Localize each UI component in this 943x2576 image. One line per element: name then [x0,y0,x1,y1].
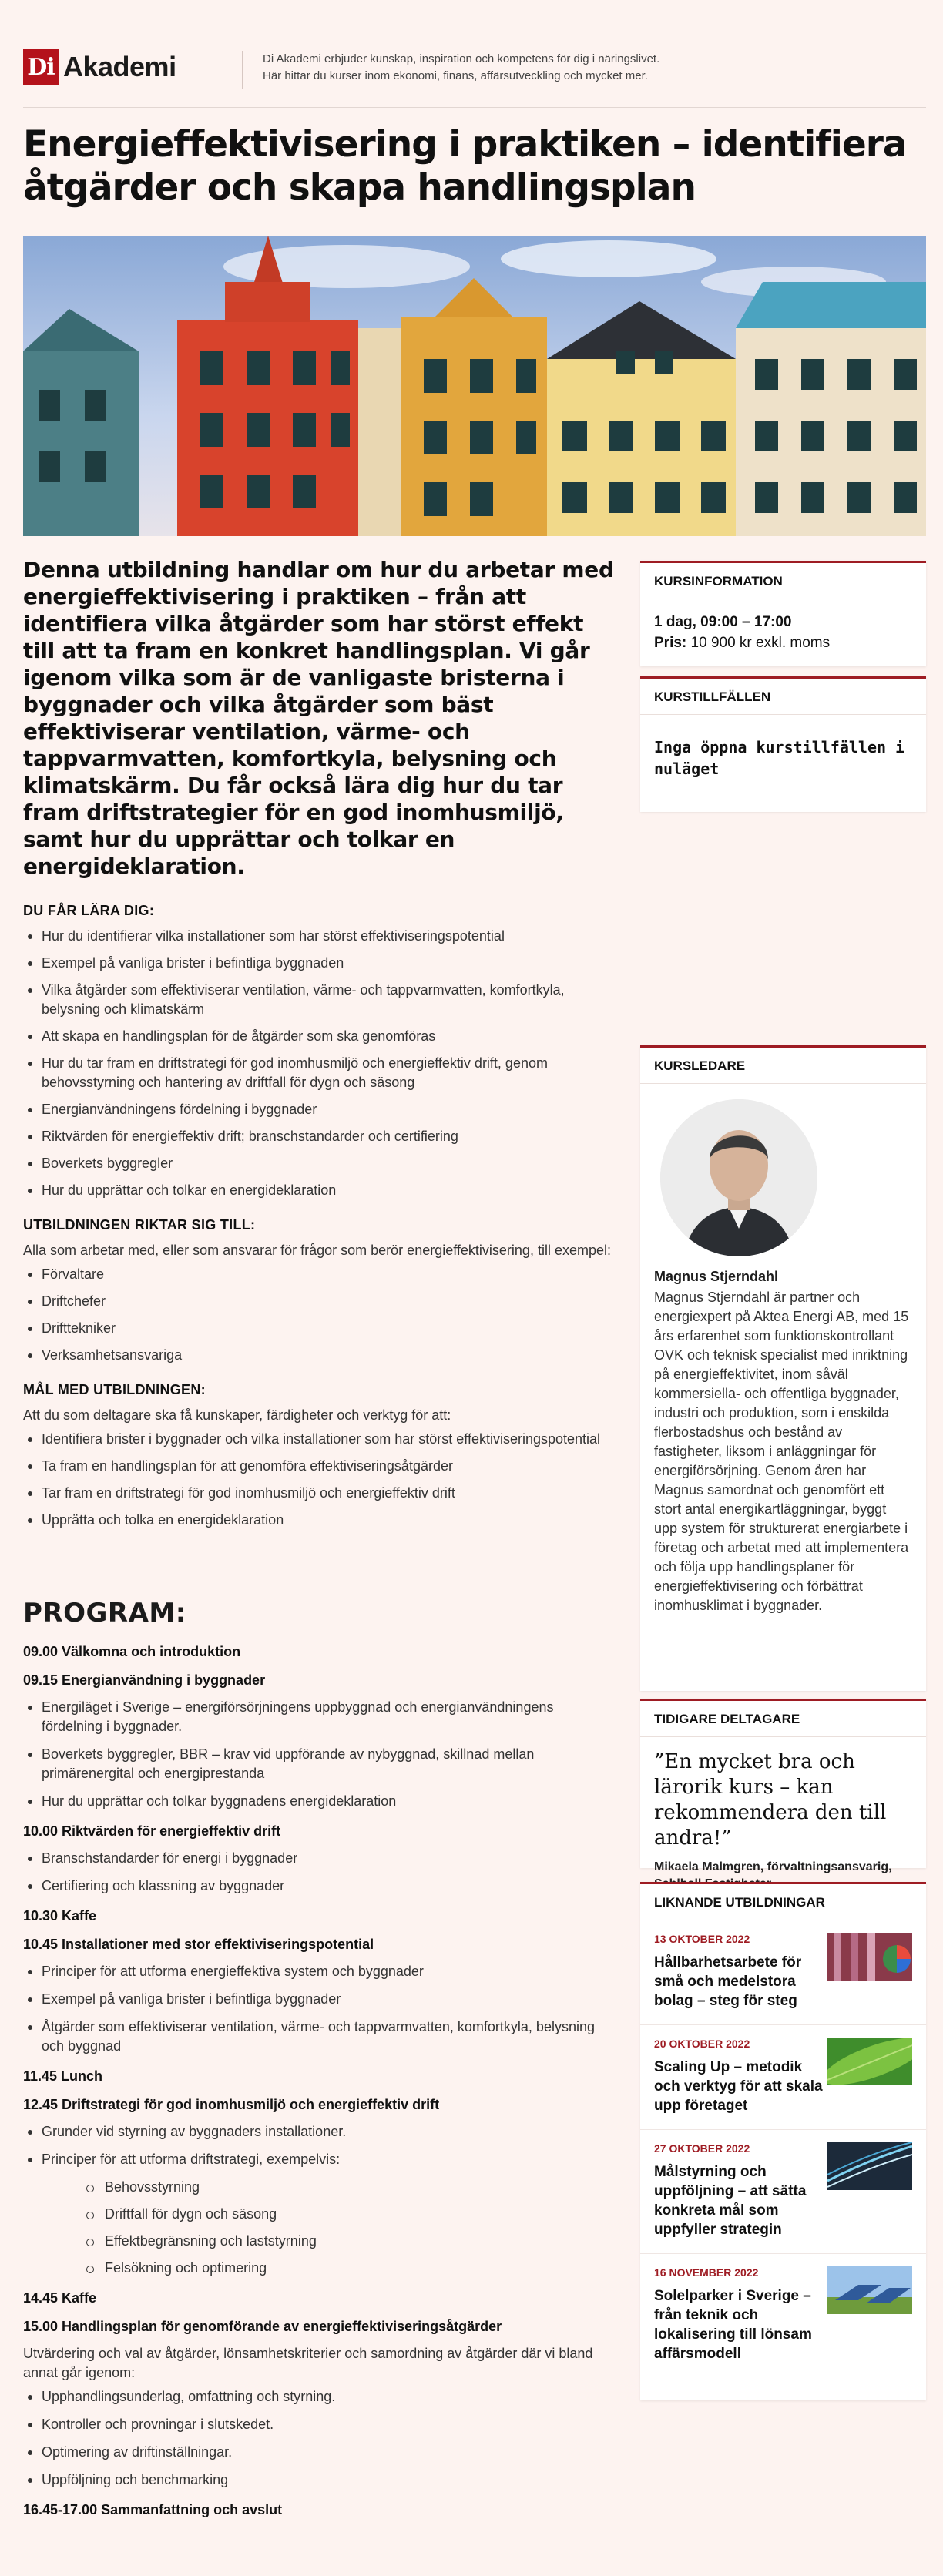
related-course-item[interactable] [640,2254,926,2377]
program-slot: 10.45 Installationer med stor effektiviseringspotential [23,1937,374,1952]
related-courses-heading: LIKNANDE UTBILDNINGAR [640,1884,926,1920]
testimonial-quote: ”En mycket bra och lärorik kurs – kan rekommendera den till andra!” [654,1750,887,1850]
related-course-thumbnail[interactable] [827,2266,912,2314]
list-item: Förvaltare [23,1265,616,1284]
hero-image [23,236,926,536]
program-slot-intro: Utvärdering och val av åtgärder, lönsamhetskriterier och samordning av åtgärder där vi bland annat går igenom: [23,2346,593,2380]
list-item: Behovsstyrning [97,2178,616,2197]
list-item: Energianvändningens fördelning i byggnader [23,1100,616,1119]
program-slot-list [23,1698,616,1811]
list-item: Exempel på vanliga brister i befintliga byggnader [23,1990,616,2009]
program-slot-list [23,1962,616,2056]
program-slot: 15.00 Handlingsplan för genomförande av energieffektiviseringsåtgärder [23,2319,502,2334]
list-item: Exempel på vanliga brister i befintliga byggnaden [23,954,616,973]
list-item: Hur du identifierar vilka installationer som har störst effektiviseringspotential [23,927,616,946]
list-item: Riktvärden för energieffektiv drift; branschstandarder och certifiering [23,1127,616,1146]
program-slot: 12.45 Driftstrategi för god inomhusmiljö och energieffektiv drift [23,2097,440,2112]
testimonial-card [640,1699,926,1873]
related-course-title[interactable]: Scaling Up – metodik och verktyg för att skala upp företaget [654,2059,823,2114]
audience-heading: UTBILDNINGEN RIKTAR SIG TILL: [23,1217,256,1233]
list-item: Identifiera brister i byggnader och vilka installationer som har störst effektiviseringspotential [23,1430,616,1449]
related-course-title[interactable]: Solelparker i Sverige – från teknik och lokalisering till lönsam affärsmodell [654,2288,812,2362]
list-item: Upphandlingsunderlag, omfattning och styrning. [23,2387,616,2407]
list-item: Optimering av driftinställningar. [23,2443,616,2462]
program-slot-list [23,2387,616,2490]
list-item: Felsökning och optimering [97,2259,616,2278]
goals-heading: MÅL MED UTBILDNINGEN: [23,1382,206,1397]
list-item: Vilka åtgärder som effektiviserar ventilation, värme- och tappvarmvatten, komfortkyla, belysning och klimatskärm [23,981,616,1019]
related-course-title[interactable]: Målstyrning och uppföljning – att sätta konkreta mål som uppfyller strategin [654,2164,807,2238]
list-item: Energiläget i Sverige – energiförsörjningens uppbyggnad och energianvändningens fördelning i byggnader. [23,1698,616,1736]
list-item: Att skapa en handlingsplan för de åtgärder som ska genomföras [23,1027,616,1046]
program-sub-list [97,2178,616,2278]
list-item: Hur du upprättar och tolkar byggnadens energideklaration [23,1792,616,1811]
list-item: Grunder vid styrning av byggnaders installationer. [23,2122,616,2142]
list-item: Boverkets byggregler [23,1154,616,1173]
audience-list [23,1265,616,1365]
related-course-item[interactable] [640,2025,926,2130]
tagline-line-1: Di Akademi erbjuder kunskap, inspiration och kompetens för dig i näringslivet. [263,52,660,65]
course-price: Pris: 10 900 kr exkl. moms [654,635,831,651]
site-header [23,37,926,108]
list-item: Boverkets byggregler, BBR – krav vid uppförande av nybyggnad, skillnad mellan primärenergital och energiprestanda [23,1745,616,1783]
logo-mark: Di [23,49,59,85]
page-title: Energieffektivisering i praktiken – identifiera åtgärder och skapa handlingsplan [23,123,907,209]
program-slot: 09.15 Energianvändning i byggnader [23,1672,266,1688]
course-leader-heading: KURSLEDARE [640,1048,926,1084]
list-item: Branschstandarder för energi i byggnader [23,1849,616,1868]
goals-list [23,1430,616,1530]
program-slot: 09.00 Välkomna och introduktion [23,1644,241,1659]
testimonial-heading: TIDIGARE DELTAGARE [640,1701,926,1737]
related-courses-card [640,1882,926,2400]
list-item: Uppföljning och benchmarking [23,2470,616,2490]
related-course-date: 13 OKTOBER 2022 [654,1933,750,1945]
program-slot: 16.45-17.00 Sammanfattning och avslut [23,2502,283,2517]
course-lead: Denna utbildning handlar om hur du arbetar med energieffektivisering i praktiken – från att identifiera vilka åtgärder som har störst effekt till att ta fram en konkret handlingsplan. Vi går igenom vilka som är de vanligaste bristerna i byggnader och vilka åtgärder som bäst effektiviserar ventilation, värme- och tappvarmvatten, komfortkyla, belysning och klimatskärm. Du får också lära dig hur du tar fram driftstrategier för en god inomhusmiljö, samt hur du upprättar och tolkar en energideklaration. [23,557,614,879]
program-slot: 10.00 Riktvärden för energieffektiv drift [23,1823,281,1839]
logo-name: Akademi [63,51,176,82]
program-slot-list [23,2122,616,2169]
list-item: Hur du upprättar och tolkar en energideklaration [23,1181,616,1200]
program-slot-list [23,1849,616,1896]
di-akademi-logo[interactable] [23,49,176,85]
list-item: Principer för att utforma driftstrategi, exempelvis: [23,2150,616,2169]
list-item: Hur du tar fram en driftstrategi för god inomhusmiljö och energieffektiv drift, genom behovsstyrning och hantering av driftfall för dygn och säsong [23,1054,616,1092]
leader-bio: Magnus Stjerndahl är partner och energiexpert på Aktea Energi AB, med 15 års erfarenhet som funktionskontrollant OVK och teknisk specialist med inriktning på energieffektivitet, inom såväl kommersiella- och offentliga byggnader, industri och produktion, som i enskilda flerbostadshus och bestånd av fastigheter, liksom i anläggningar för energiförsörjning. Genom åren har Magnus samordnat och genomfört ett stort antal energikartläggningar, byggt upp system för strukturerat energiarbete i företag och arbetat med att implementera och följa upp handlingsplaner för energieffektivisering och förbättrat inomhusklimat i byggnader. [654,1290,909,1613]
list-item: Åtgärder som effektiviserar ventilation, värme- och tappvarmvatten, komfortkyla, belysning och byggnad [23,2018,616,2056]
related-course-thumbnail[interactable] [827,2142,912,2190]
related-course-thumbnail[interactable] [827,2038,912,2085]
list-item: Effektbegränsning och laststyrning [97,2232,616,2251]
program-slot: 10.30 Kaffe [23,1908,97,1924]
course-info-heading: KURSINFORMATION [640,563,926,599]
list-item: Principer för att utforma energieffektiva system och byggnader [23,1962,616,1981]
list-item: Drifttekniker [23,1319,616,1338]
program-slot: 11.45 Lunch [23,2068,103,2084]
program-heading: PROGRAM: [23,1598,186,1628]
course-occasions-heading: KURSTILLFÄLLEN [640,679,926,715]
learn-heading: DU FÅR LÄRA DIG: [23,903,155,918]
list-item: Driftchefer [23,1292,616,1311]
list-item: Tar fram en driftstrategi för god inomhusmiljö och energieffektiv drift [23,1484,616,1503]
course-info-card [640,561,926,666]
list-item: Certifiering och klassning av byggnader [23,1877,616,1896]
related-course-date: 20 OKTOBER 2022 [654,2038,750,2050]
leader-avatar [660,1099,817,1256]
list-item: Kontroller och provningar i slutskedet. [23,2415,616,2434]
course-content [23,556,616,2527]
program-slot: 14.45 Kaffe [23,2290,97,2306]
audience-intro: Alla som arbetar med, eller som ansvarar för frågor som berör energieffektivisering, till exempel: [23,1243,611,1258]
related-course-title[interactable]: Hållbarhetsarbete för små och medelstora bolag – steg för steg [654,1954,802,2009]
course-leader-card [640,1045,926,1691]
related-course-item[interactable] [640,2130,926,2254]
learn-list [23,927,616,1200]
course-schedule: 1 dag, 09:00 – 17:00 [654,614,792,630]
goals-intro: Att du som deltagare ska få kunskaper, färdigheter och verktyg för att: [23,1407,451,1423]
tagline-line-2: Här hittar du kurser inom ekonomi, finans, affärsutveckling och mycket mer. [263,69,648,82]
testimonial-author: Mikaela Malmgren, förvaltningsansvarig, [654,1860,892,1873]
course-occasions-card [640,676,926,812]
no-occasions-text: Inga öppna kurstillfällen i nuläget [654,738,905,778]
list-item: Verksamhetsansvariga [23,1346,616,1365]
related-course-item[interactable] [640,1920,926,2025]
leader-name: Magnus Stjerndahl [654,1269,779,1284]
related-course-date: 27 OKTOBER 2022 [654,2142,750,2155]
list-item: Driftfall för dygn och säsong [97,2205,616,2224]
related-course-thumbnail[interactable] [827,1933,912,1981]
related-course-date: 16 NOVEMBER 2022 [654,2266,759,2279]
list-item: Ta fram en handlingsplan för att genomföra effektiviseringsåtgärder [23,1457,616,1476]
list-item: Upprätta och tolka en energideklaration [23,1511,616,1530]
header-tagline [242,51,735,89]
